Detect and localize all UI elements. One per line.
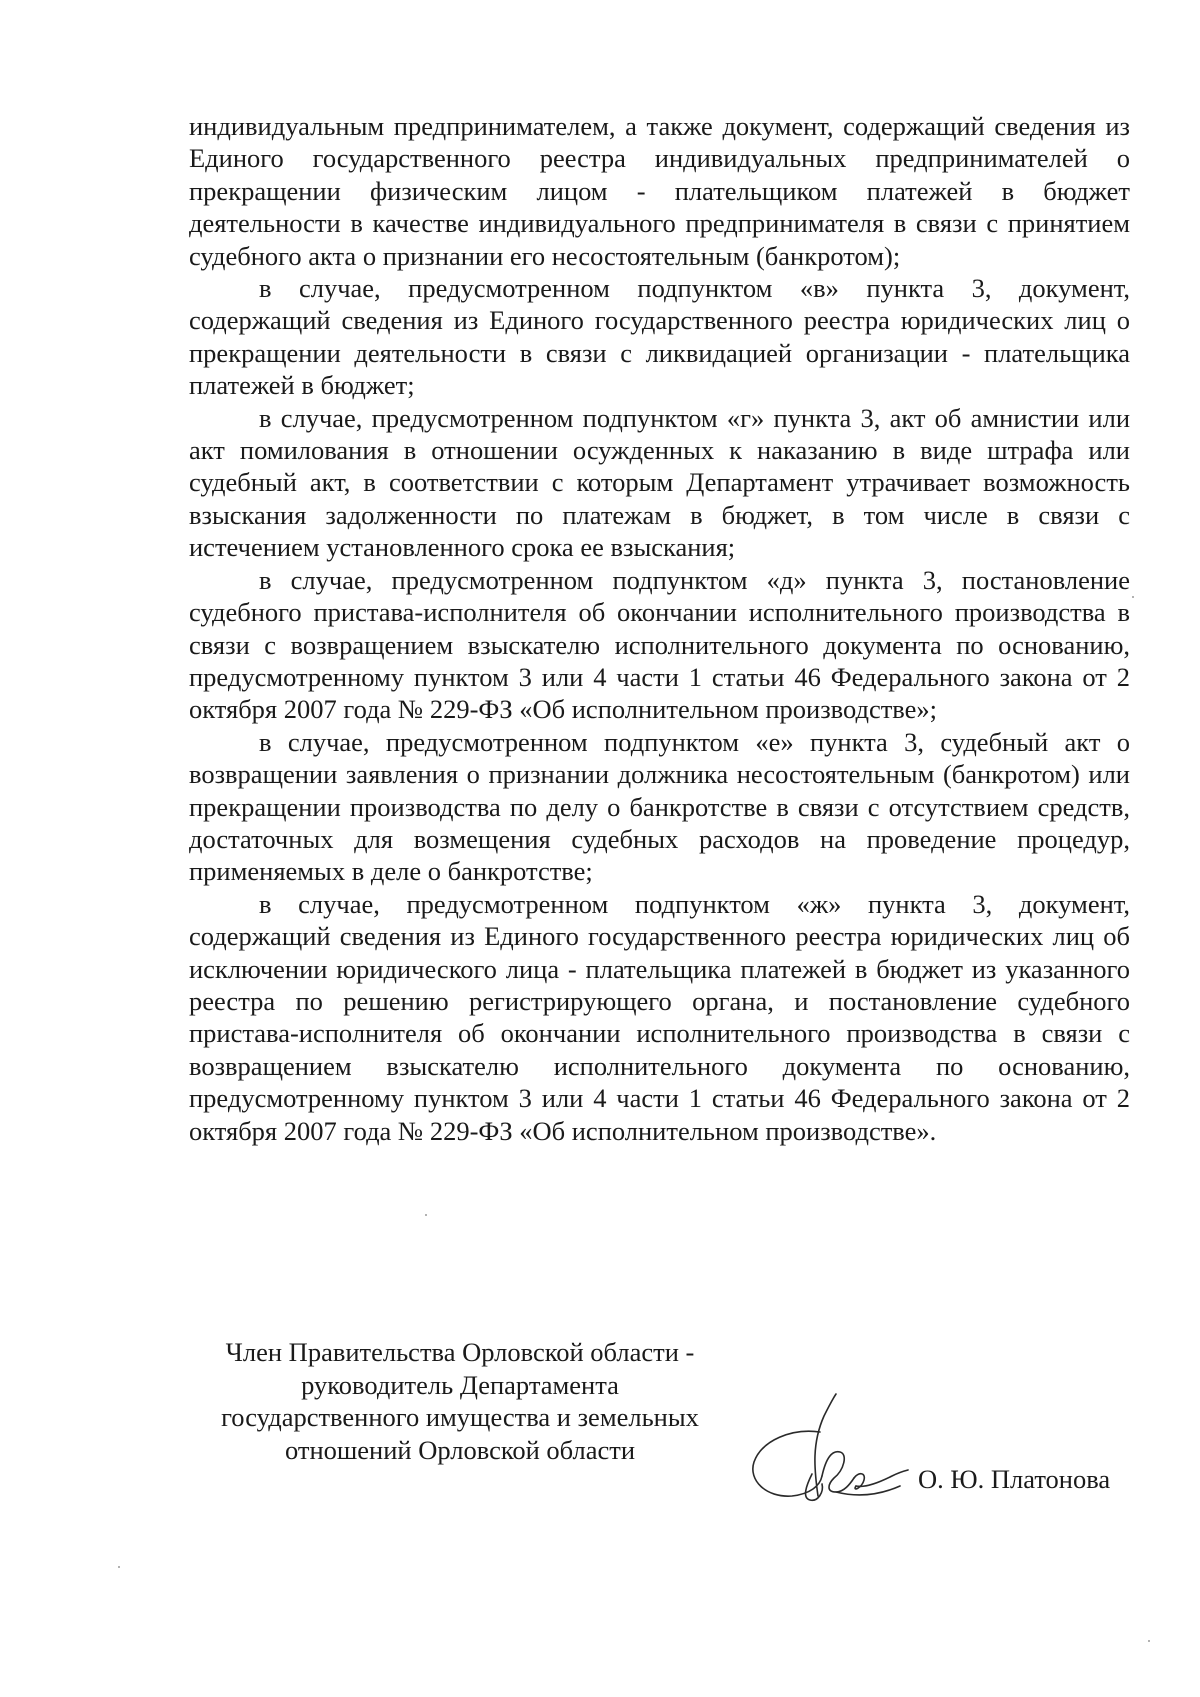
signer-position-line: руководитель Департамента <box>301 1369 619 1400</box>
scan-speck <box>1132 596 1134 598</box>
paragraph: в случае, предусмотренном подпунктом «д» пункта 3, постановление судебного пристава-исполнителя об окончании исполнительного производства в связи с возвращением взыскателю исполнительного документа по основанию, предусмотренному пунктом 3 или 4 части 1 статьи 46 Федерального закона от 2 октября 2007 года № 229-ФЗ «Об исполнительном производстве»; <box>189 564 1130 725</box>
paragraph: в случае, предусмотренном подпунктом «ж» пункта 3, документ, содержащий сведения из Единого государственного реестра юридических лиц об исключении юридического лица - плательщика платежей в бюджет из указанного реестра по решению регистрирующего органа, и постановление судебного пристава-исполнителя об окончании исполнительного производства в связи с возвращением взыскателю исполнительного документа по основанию, предусмотренному пунктом 3 или 4 части 1 статьи 46 Федерального закона от 2 октября 2007 года № 229-ФЗ «Об исполнительном производстве». <box>189 888 1130 1146</box>
paragraph: в случае, предусмотренном подпунктом «г» пункта 3, акт об амнистии или акт помилования в отношении осужденных к наказанию в виде штрафа или судебный акт, в соответствии с которым Департамент утрачивает возможность взыскания задолженности по платежам в бюджет, в том числе в связи с истечением установленного срока ее взыскания; <box>189 402 1130 563</box>
paragraph: в случае, предусмотренном подпунктом «в» пункта 3, документ, содержащий сведения из Единого государственного реестра юридических лиц о прекращении деятельности в связи с ликвидацией организации - плательщика платежей в бюджет; <box>189 273 1130 401</box>
signer-name: О. Ю. Платонова <box>918 1464 1111 1494</box>
signer-position-line: Член Правительства Орловской области - <box>225 1337 695 1367</box>
scan-speck <box>1148 1640 1150 1642</box>
paragraph: в случае, предусмотренном подпунктом «е» пункта 3, судебный акт о возвращении заявления о признании должника несостоятельным (банкротом) или прекращении производства по делу о банкротстве в связи с отсутствием средств, достаточных для возмещения судебных расходов на проведение процедур, применяемых в деле о банкротстве; <box>189 726 1130 887</box>
scan-speck <box>425 1214 427 1216</box>
signer-position-line: государственного имущества и земельных <box>221 1402 699 1432</box>
signer-position <box>190 1336 730 1466</box>
handwritten-signature <box>740 1388 910 1523</box>
scan-speck <box>118 1566 120 1568</box>
signer-position-line: отношений Орловской области <box>284 1434 636 1465</box>
paragraph: индивидуальным предпринимателем, а также документ, содержащий сведения из Единого государственного реестра индивидуальных предпринимателей о прекращении физическим лицом - плательщиком платежей в бюджет деятельности в качестве индивидуального предпринимателя в связи с принятием судебного акта о признании его несостоятельным (банкротом); <box>189 111 1130 271</box>
document-body <box>189 110 1130 1147</box>
